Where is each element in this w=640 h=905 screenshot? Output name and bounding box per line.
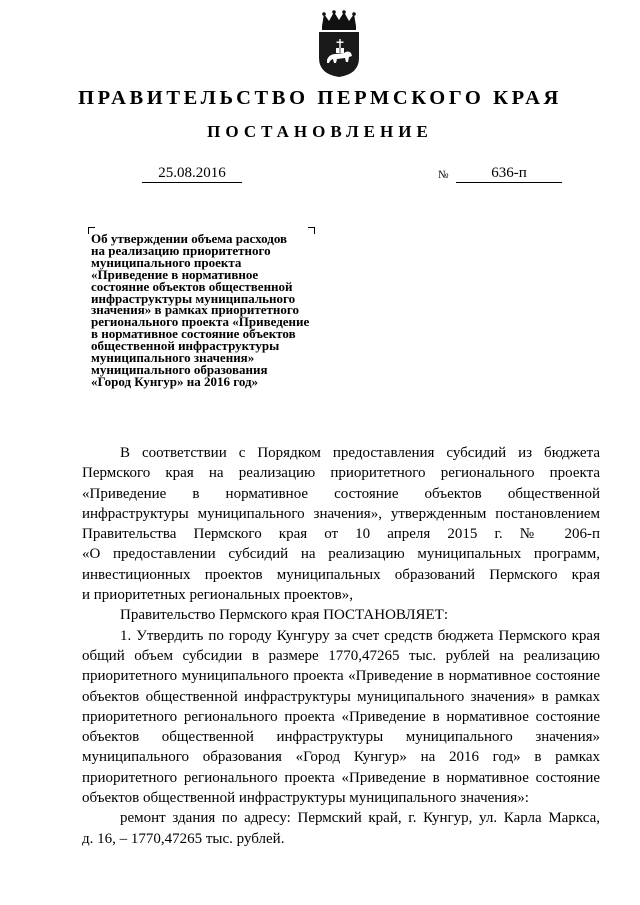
document-number: 636-п [456, 164, 562, 183]
subject-line: «Город Кунгур» на 2016 год» [91, 373, 259, 389]
document-type: ПОСТАНОВЛЕНИЕ [207, 122, 433, 141]
body-line: В соответствии с Порядком предоставления субсидий из бюджета [120, 445, 600, 461]
body-line: Правительства Пермского края от 10 апреля 2015 г. № 206-п [82, 526, 600, 543]
paragraph-resolves [82, 605, 600, 625]
body-line: инфраструктуры муниципального значения», утвержденным постановлением [82, 505, 600, 522]
body-line: объектов общественной инфраструктуры муниципального значения» в рамках [82, 688, 600, 705]
subject-line: в нормативное состояние объектов [91, 326, 296, 342]
subject-line: «Приведение в нормативное [91, 266, 259, 282]
subject-line: общественной инфраструктуры [91, 338, 280, 354]
body-line: общий объем субсидии в размере 1770,47265 тыс. рублей на реализацию [82, 647, 600, 664]
body-line: «Приведение в нормативное состояние объектов общественной [82, 485, 600, 502]
body-line: объектов общественной инфраструктуры муниципального значения»: [82, 790, 529, 807]
paragraph-item-1 [82, 626, 600, 809]
subject-line: регионального проекта «Приведение [91, 314, 310, 330]
body-line: 1. Утвердить по городу Кунгуру за счет средств бюджета Пермского края [120, 627, 600, 644]
government-title: ПРАВИТЕЛЬСТВО ПЕРМСКОГО КРАЯ [78, 87, 562, 109]
body-line: приоритетного муниципального проекта «Приведение в нормативное состояние [82, 668, 600, 685]
subject-line: Об утверждении объема расходов [91, 231, 288, 246]
paragraph-preamble [82, 443, 600, 605]
body-line: муниципального образования «Город Кунгур» на 2016 год» в рамках [82, 749, 600, 766]
body-line: «О предоставлении субсидий на реализацию муниципальных программ, [82, 546, 600, 563]
body-line: инвестиционных проектов муниципальных образований Пермского края [82, 566, 600, 583]
body-line: объектов общественной инфраструктуры муниципального значения» [82, 729, 600, 746]
body-line: приоритетного регионального проекта «Приведение в нормативное состояние [82, 708, 600, 725]
body-line: Правительство Пермского края ПОСТАНОВЛЯЕТ: [120, 607, 449, 624]
perm-krai-coat-of-arms-icon [314, 10, 364, 78]
subject-line: состояние объектов общественной [91, 278, 293, 294]
body-line: и приоритетных региональных проектов», [82, 587, 353, 604]
subject-line: муниципального проекта [91, 254, 242, 270]
subject-line: инфраструктуры муниципального [91, 290, 296, 306]
body-line: приоритетного регионального проекта «Приведение в нормативное состояние [82, 769, 600, 786]
document-body [82, 443, 600, 849]
subject-line: на реализацию приоритетного [91, 242, 271, 258]
subject-line: муниципального образования [91, 361, 268, 377]
paragraph-repair-item [82, 808, 600, 849]
body-line: Пермского края на реализацию приоритетного регионального проекта [82, 465, 600, 482]
subject-line: муниципального значения» [91, 350, 255, 366]
document-subject [91, 233, 351, 388]
document-date: 25.08.2016 [142, 164, 242, 183]
body-line: д. 16, – 1770,47265 тыс. рублей. [82, 830, 285, 847]
body-line: ремонт здания по адресу: Пермский край, г. Кунгур, ул. Карла Маркса, [120, 810, 600, 827]
number-label: № [438, 169, 449, 181]
subject-line: значения» в рамках приоритетного [91, 302, 299, 318]
